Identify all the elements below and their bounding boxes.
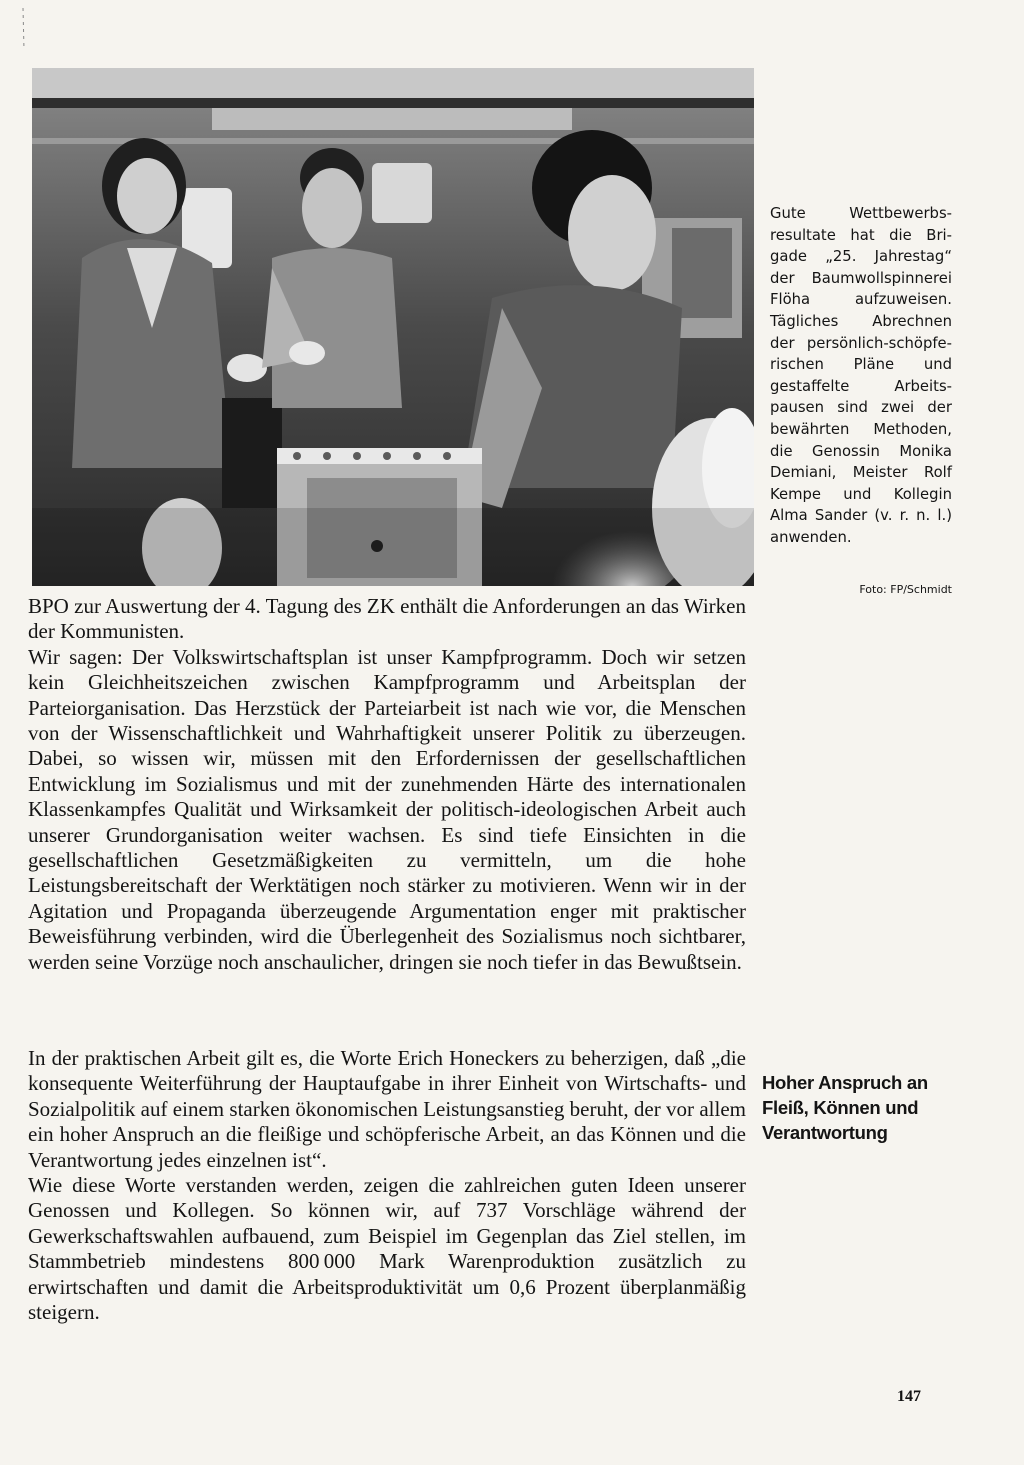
- side-heading: Hoher Anspruch an Fleiß, Können und Verantwortung: [762, 1072, 928, 1143]
- scan-artifact-mark: [22, 0, 25, 60]
- paragraph: Wir sagen: Der Volkswirtschaftsplan ist unser Kampfprogramm. Doch wir setzen kein Gleichheitszeichen zwischen Kampfprogramm und Arbeitsplan der Parteiorganisation. Das Herzstück der Parteiarbeit ist nach wie vor, die Menschen von der Wissenschaftlichkeit und Wahrhaftigkeit unserer Politik zu überzeugen. Dabei, so wissen wir, müssen mit den Erfordernissen der gesellschaftlichen Entwicklung im Sozialismus und mit der zunehmenden Härte des internationalen Klassenkampfes Qualität und Wirksamkeit der politisch-ideologischen Arbeit auch unserer Grundorganisation weiter wachsen. Es sind tiefe Einsichten in die gesellschaftlichen Gesetzmäßigkeiten zu vermitteln, um die hohe Leistungsbereitschaft der Werktätigen noch stärker zu motivieren. Wenn wir in der Agitation und Propaganda überzeugende Argumentation enger mit praktischer Beweisführung verbinden, wird die Überlegenheit des Sozialismus noch sichtbarer, werden seine Vorzüge noch anschaulicher, dringen sie noch tiefer in das Bewußtsein.: [28, 644, 746, 974]
- page-number: 147: [897, 1388, 921, 1405]
- body-text-lower: [28, 1046, 746, 1325]
- factory-photo-illustration: [32, 68, 754, 586]
- paragraph: In der praktischen Arbeit gilt es, die Worte Erich Honeckers zu beherzigen, daß „die konsequente Weiterführung der Hauptaufgabe in ihrer Einheit von Wirtschafts- und Sozialpolitik auf einem starken ökonomischen Leistungsanstieg beruht, der vor allem ein hoher Anspruch an die fleißige und schöpferische Arbeit, an das Können und die Verantwortung jedes einzelnen ist“.: [28, 1046, 746, 1172]
- photo-caption: Gute Wettbewerbsresultate hat die Brigade „25. Jahrestag“ der Baumwollspinnerei Flöha aufzuweisen. Tägliches Abrechnen der persönlich-schöpferischen Pläne und gestaffelte Arbeitspausen sind zwei der bewährten Methoden, die Genossin Monika Demiani, Meister Rolf Kempe und Kollegin Alma Sander (v. r. n. l.) anwenden.: [770, 205, 952, 546]
- photo-credit: Foto: FP/Schmidt: [859, 583, 952, 596]
- body-text-upper: [28, 594, 746, 975]
- factory-photo: [32, 68, 754, 586]
- paragraph: BPO zur Auswertung der 4. Tagung des ZK enthält die Anforderungen an das Wirken der Kommunisten.: [28, 594, 746, 644]
- paragraph: Wie diese Worte verstanden werden, zeigen die zahlreichen guten Ideen unserer Genossen und Kollegen. So können wir, auf 737 Vorschläge während der Gewerkschaftswahlen aufbauend, zum Beispiel im Gegenplan das Ziel stellen, im Stammbetrieb mindestens 800 000 Mark Warenproduktion zusätzlich zu erwirtschaften und damit die Arbeitsproduktivität um 0,6 Prozent überplanmäßig steigern.: [28, 1173, 746, 1325]
